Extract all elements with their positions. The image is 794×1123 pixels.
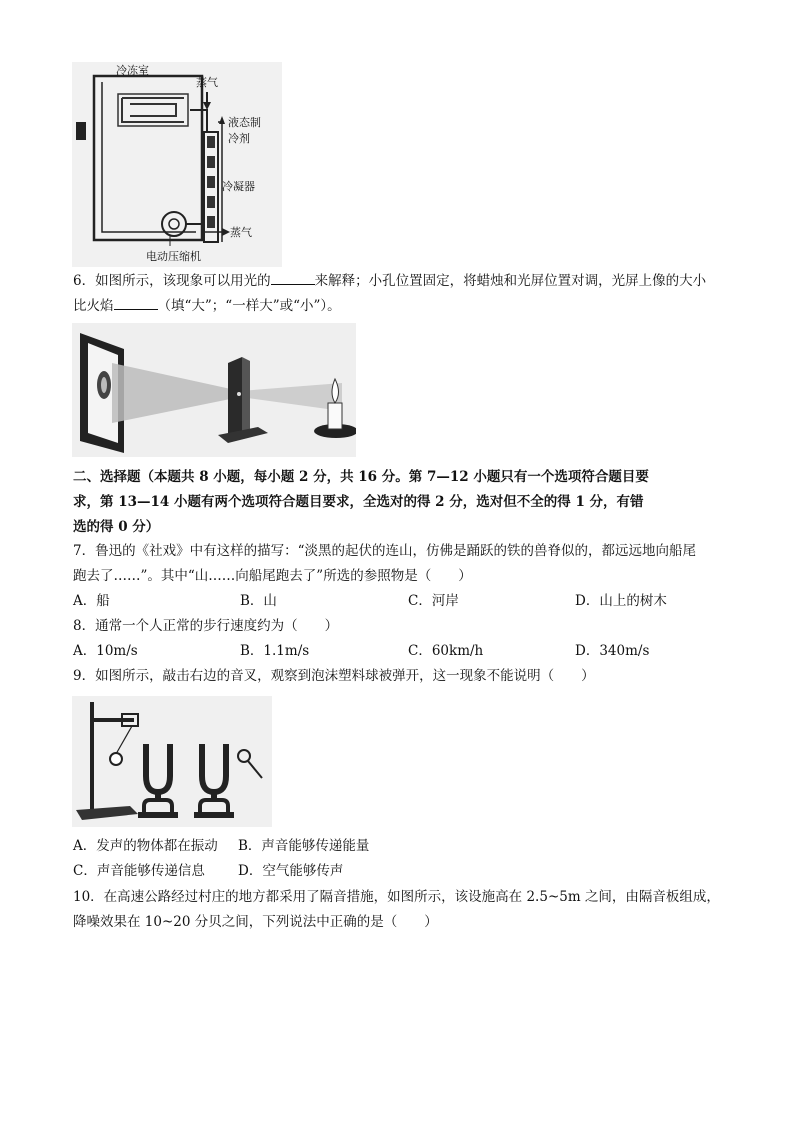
q6-blank-2[interactable] — [114, 295, 158, 310]
section2-heading-line1: 二、选择题（本题共 8 小题，每小题 2 分，共 16 分。第 7—12 小题只有一个选项符合题目要 — [73, 469, 649, 485]
q7-option-c[interactable]: C．河岸 — [408, 593, 459, 609]
q6-line2 — [73, 295, 341, 317]
q8-option-a[interactable]: A．10m/s — [73, 643, 138, 659]
q6-text-4: （填“大”；“一样大”或“小”）。 — [157, 298, 341, 314]
refrigerator-figure — [72, 62, 282, 267]
q9-option-d[interactable]: D．空气能够传声 — [238, 863, 344, 879]
q10-stem-line1: 10．在高速公路经过村庄的地方都采用了隔音措施，如图所示，该设施高在 2.5~5m 之间，由隔音板组成， — [73, 889, 720, 905]
pinhole-imaging-figure — [72, 323, 356, 457]
tuning-fork-figure — [72, 696, 272, 827]
condenser-label: 冷凝器 — [222, 180, 255, 193]
q9-option-c[interactable]: C．声音能够传递信息 — [73, 863, 205, 879]
vapor-bottom-label: 蒸气 — [230, 226, 252, 239]
section2-heading-line2: 求，第 13—14 小题有两个选项符合题目要求，全选对的得 2 分，选对但不全的得 1 分，有错 — [73, 494, 644, 510]
q8-option-b[interactable]: B．1.1m/s — [240, 643, 310, 659]
liquid-refrigerant-label-1: 液态制 — [228, 116, 261, 129]
q7-option-b[interactable]: B．山 — [240, 593, 277, 609]
compressor-label: 电动压缩机 — [146, 250, 201, 263]
q6-text-1: 6．如图所示，该现象可以用光的 — [73, 273, 271, 289]
section2-heading-line3: 选的得 0 分） — [73, 519, 160, 535]
q6-blank-1[interactable] — [271, 270, 315, 285]
freezer-label: 冷冻室 — [116, 64, 149, 77]
q7-stem-line2: 跑去了……”。其中“山……向船尾跑去了”所选的参照物是（ ） — [73, 568, 472, 584]
q6-text-2: 来解释；小孔位置固定，将蜡烛和光屏位置对调，光屏上像的大小 — [314, 273, 707, 289]
q6-text-3: 比火焰 — [73, 298, 114, 314]
q8-option-c[interactable]: C．60km/h — [408, 643, 484, 659]
q7-stem-line1: 7．鲁迅的《社戏》中有这样的描写：“淡黑的起伏的连山，仿佛是踊跃的铁的兽脊似的，都远远地向船尾 — [73, 543, 696, 559]
liquid-refrigerant-label-2: 冷剂 — [228, 132, 250, 145]
q9-option-b[interactable]: B．声音能够传递能量 — [238, 838, 370, 854]
q9-option-a[interactable]: A．发声的物体都在振动 — [73, 838, 218, 854]
q8-stem: 8．通常一个人正常的步行速度约为（ ） — [73, 618, 339, 634]
q10-stem-line2: 降噪效果在 10~20 分贝之间，下列说法中正确的是（ ） — [73, 914, 438, 930]
q9-stem: 9．如图所示，敲击右边的音叉，观察到泡沫塑料球被弹开，这一现象不能说明（ ） — [73, 668, 595, 684]
q6-line1 — [73, 270, 706, 292]
q7-option-d[interactable]: D．山上的树木 — [575, 593, 667, 609]
q7-option-a[interactable]: A．船 — [73, 593, 110, 609]
q8-option-d[interactable]: D．340m/s — [575, 643, 650, 659]
vapor-top-label: 蒸气 — [196, 76, 218, 89]
